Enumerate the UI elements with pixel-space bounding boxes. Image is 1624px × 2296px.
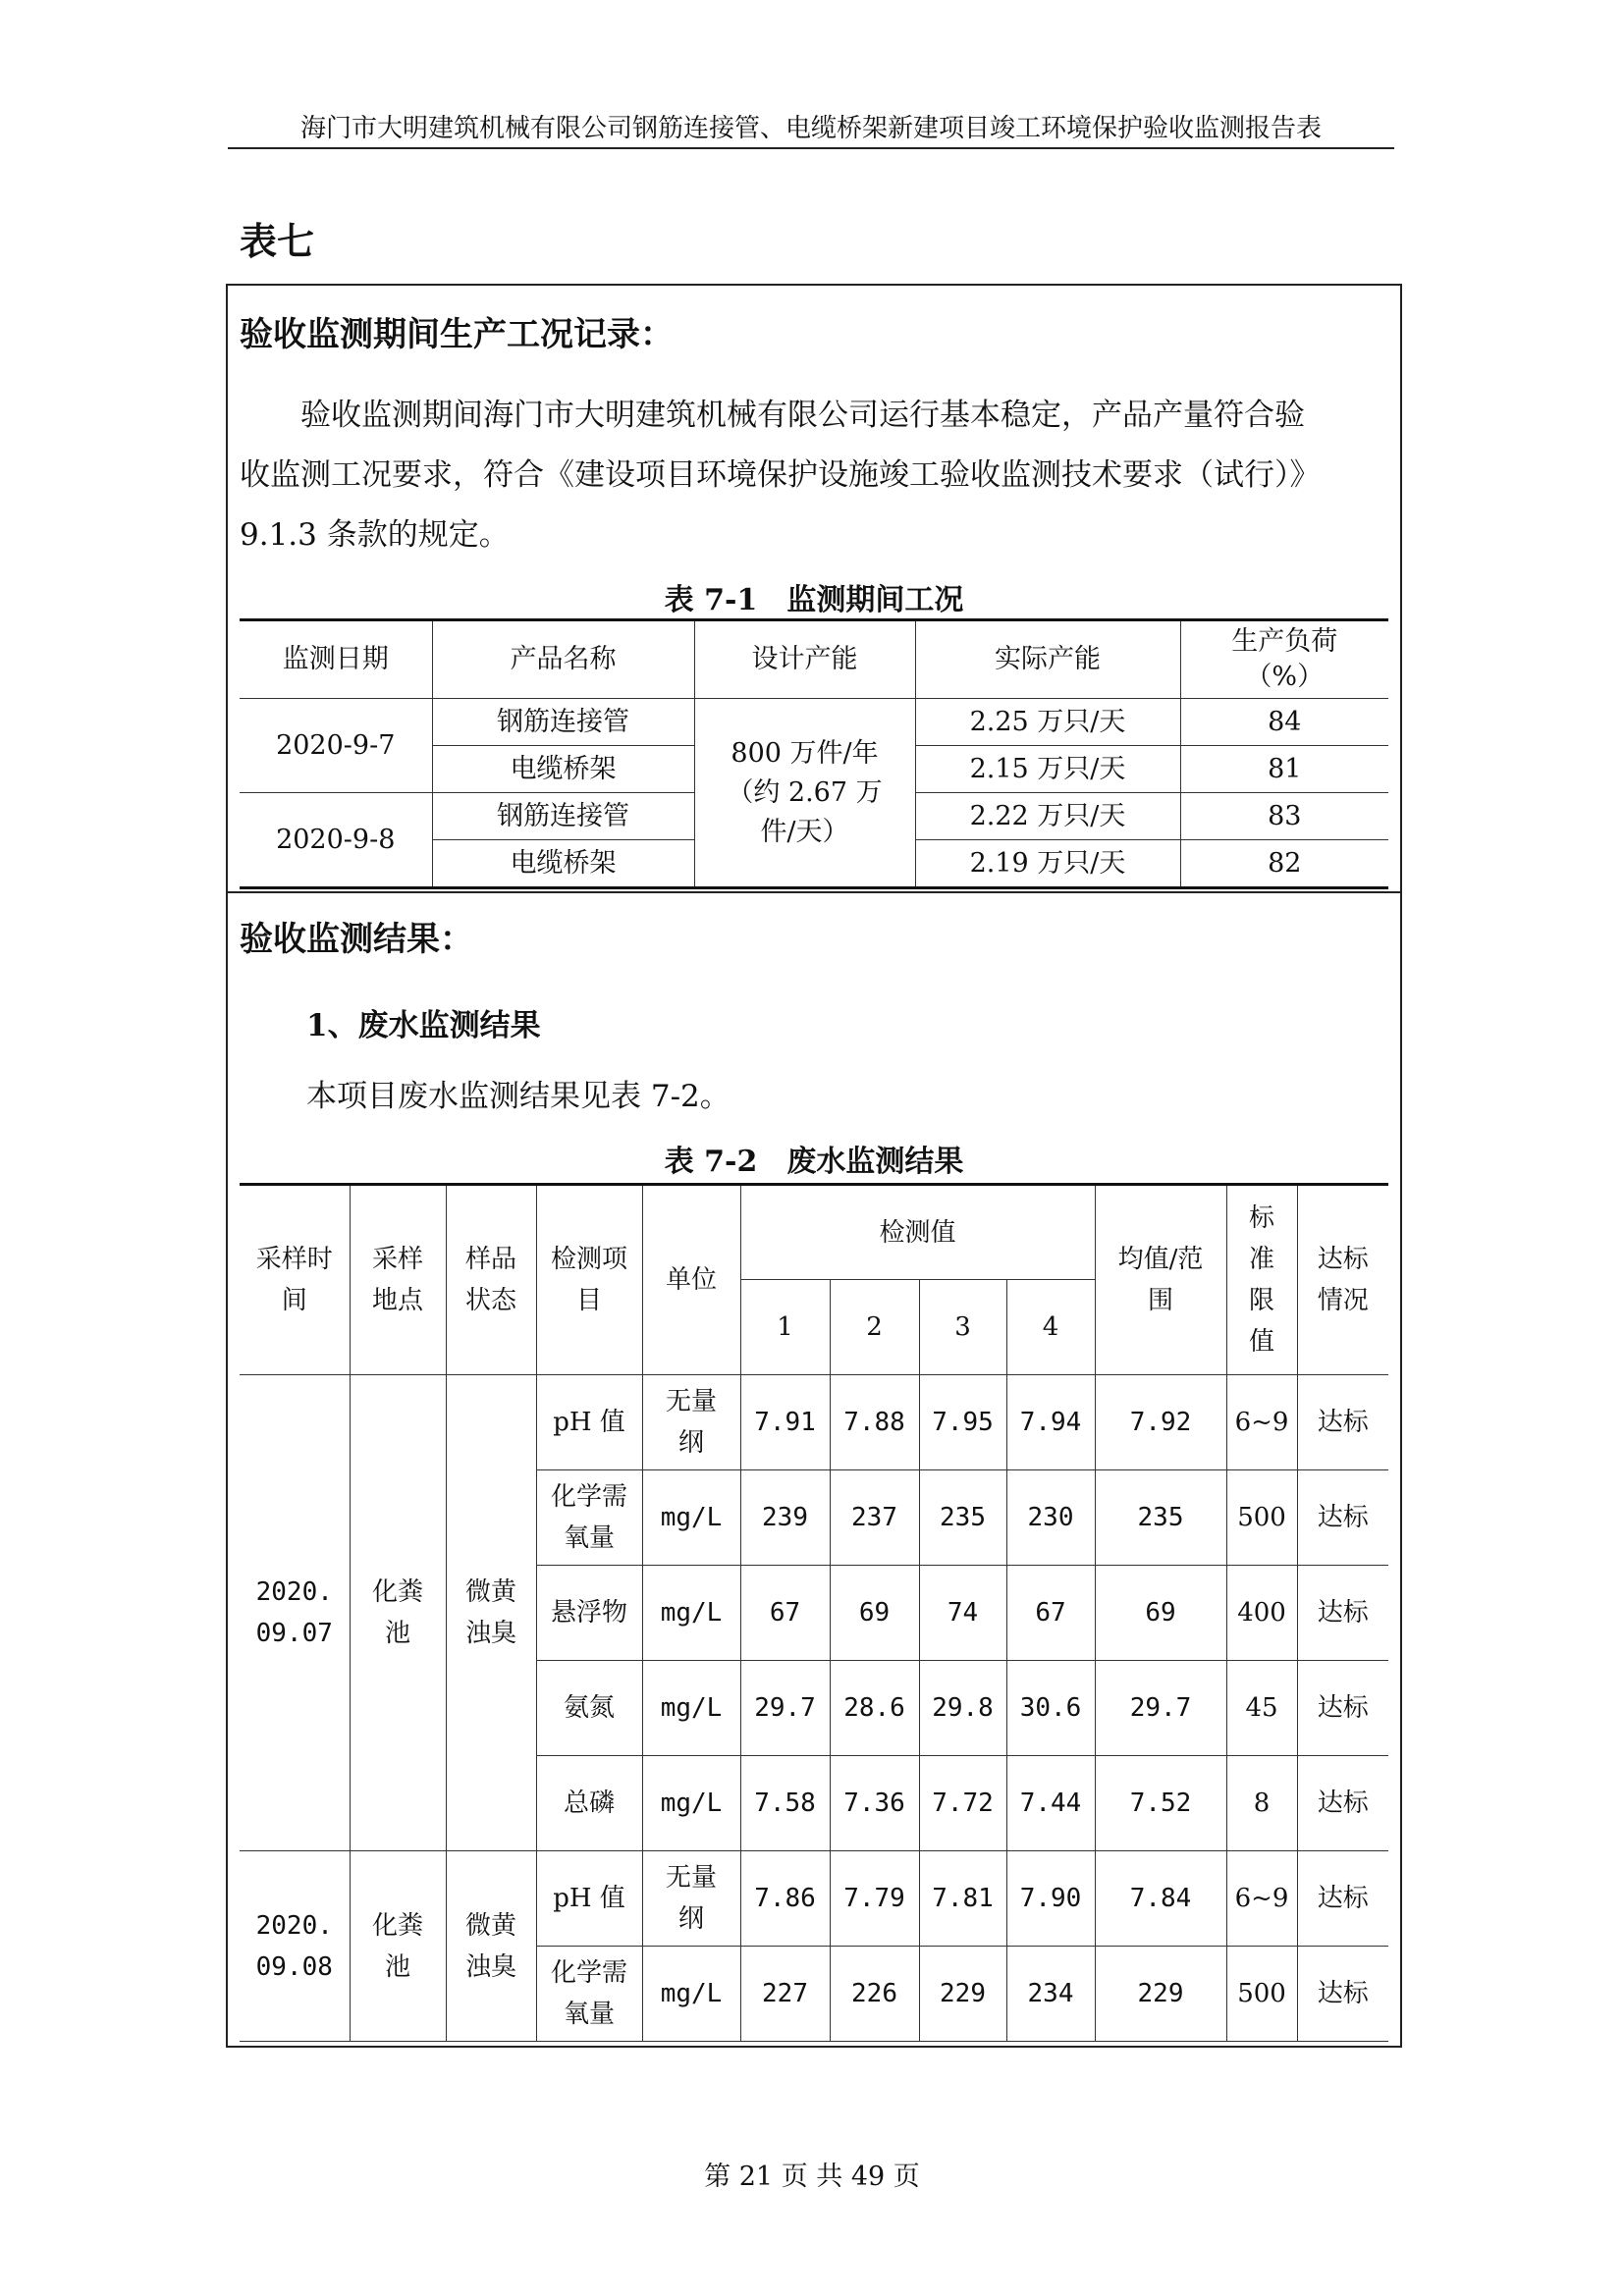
value-cell: 7.94 — [1006, 1375, 1095, 1470]
product-cell: 钢筋连接管 — [432, 699, 694, 746]
item-cell: 化学需氧量 — [536, 1947, 642, 2042]
state-cell: 微黄浊臭 — [446, 1375, 536, 1851]
actual-capacity-cell: 2.25 万只/天 — [915, 699, 1180, 746]
product-cell: 钢筋连接管 — [432, 793, 694, 840]
value-cell: 7.95 — [919, 1375, 1006, 1470]
table-7-2-caption: 表 7-2 废水监测结果 — [664, 1145, 964, 1179]
limit-cell: 400 — [1226, 1566, 1297, 1661]
date-cell: 2020-9-7 — [240, 699, 432, 793]
col-header: 生产负荷（%） — [1180, 620, 1388, 699]
col-header-mean: 均值/范围 — [1095, 1185, 1226, 1375]
value-cell: 226 — [830, 1947, 919, 2042]
value-cell: 7.72 — [919, 1756, 1006, 1851]
col-header-index: 2 — [830, 1280, 919, 1375]
col-header: 实际产能 — [915, 620, 1180, 699]
col-header-state: 样品状态 — [446, 1185, 536, 1375]
col-header: 产品名称 — [432, 620, 694, 699]
table-row — [240, 1851, 1388, 1947]
conditions-paragraph — [240, 386, 1388, 565]
col-header-sample-time: 采样时间 — [240, 1185, 350, 1375]
col-header: 监测日期 — [240, 620, 432, 699]
actual-capacity-cell: 2.19 万只/天 — [915, 840, 1180, 888]
table-7-2-body — [240, 1375, 1388, 2042]
col-header-values: 检测值 — [740, 1185, 1095, 1280]
col-header: 设计产能 — [694, 620, 915, 699]
value-cell: 7.44 — [1006, 1756, 1095, 1851]
mean-cell: 7.52 — [1095, 1756, 1226, 1851]
product-cell: 电缆桥架 — [432, 840, 694, 888]
col-header-item: 检测项目 — [536, 1185, 642, 1375]
col-header-unit: 单位 — [642, 1185, 740, 1375]
paragraph-line: 验收监测期间海门市大明建筑机械有限公司运行基本稳定，产品产量符合验 — [300, 398, 1305, 433]
section-divider — [228, 891, 1400, 893]
mean-cell: 29.7 — [1095, 1661, 1226, 1756]
col-header-index: 4 — [1006, 1280, 1095, 1375]
status-cell: 达标 — [1297, 1947, 1388, 2042]
value-cell: 237 — [830, 1470, 919, 1566]
unit-cell: 无量纲 — [642, 1851, 740, 1947]
value-cell: 28.6 — [830, 1661, 919, 1756]
product-cell: 电缆桥架 — [432, 746, 694, 793]
unit-cell: mg/L — [642, 1756, 740, 1851]
limit-cell: 500 — [1226, 1947, 1297, 2042]
status-cell: 达标 — [1297, 1851, 1388, 1947]
value-cell: 227 — [740, 1947, 830, 2042]
wastewater-subheading: 1、废水监测结果 — [306, 1008, 541, 1043]
value-cell: 7.58 — [740, 1756, 830, 1851]
content-frame — [226, 284, 1402, 2048]
limit-cell: 6~9 — [1226, 1851, 1297, 1947]
mean-cell: 7.92 — [1095, 1375, 1226, 1470]
value-cell: 229 — [919, 1947, 1006, 2042]
value-cell: 239 — [740, 1470, 830, 1566]
report-header: 海门市大明建筑机械有限公司钢筋连接管、电缆桥架新建项目竣工环境保护验收监测报告表 — [228, 110, 1394, 149]
col-header-index: 1 — [740, 1280, 830, 1375]
value-cell: 29.8 — [919, 1661, 1006, 1756]
paragraph-line: 9.1.3 条款的规定。 — [240, 517, 510, 553]
value-cell: 230 — [1006, 1470, 1095, 1566]
paragraph-line: 收监测工况要求，符合《建设项目环境保护设施竣工验收监测技术要求（试行）》 — [240, 457, 1321, 493]
status-cell: 达标 — [1297, 1661, 1388, 1756]
value-cell: 7.79 — [830, 1851, 919, 1947]
limit-cell: 500 — [1226, 1470, 1297, 1566]
value-cell: 67 — [1006, 1566, 1095, 1661]
value-cell: 29.7 — [740, 1661, 830, 1756]
page-footer: 第 21 页 共 49 页 — [704, 2162, 920, 2192]
value-cell: 7.88 — [830, 1375, 919, 1470]
table-7-2 — [240, 1183, 1388, 2042]
item-cell: 化学需氧量 — [536, 1470, 642, 1566]
status-cell: 达标 — [1297, 1566, 1388, 1661]
value-cell: 67 — [740, 1566, 830, 1661]
actual-capacity-cell: 2.22 万只/天 — [915, 793, 1180, 840]
section-title: 表七 — [240, 219, 315, 263]
actual-capacity-cell: 2.15 万只/天 — [915, 746, 1180, 793]
table-row — [240, 1375, 1388, 1470]
value-cell: 7.81 — [919, 1851, 1006, 1947]
mean-cell: 235 — [1095, 1470, 1226, 1566]
item-cell: pH 值 — [536, 1375, 642, 1470]
col-header-limit: 标准限值 — [1226, 1185, 1297, 1375]
value-cell: 74 — [919, 1566, 1006, 1661]
unit-cell: mg/L — [642, 1566, 740, 1661]
value-cell: 69 — [830, 1566, 919, 1661]
mean-cell: 229 — [1095, 1947, 1226, 2042]
location-cell: 化粪池 — [350, 1375, 446, 1851]
load-cell: 83 — [1180, 793, 1388, 840]
load-cell: 81 — [1180, 746, 1388, 793]
design-capacity-cell: 800 万件/年（约 2.67 万件/天） — [694, 699, 915, 888]
mean-cell: 69 — [1095, 1566, 1226, 1661]
value-cell: 7.90 — [1006, 1851, 1095, 1947]
value-cell: 7.86 — [740, 1851, 830, 1947]
status-cell: 达标 — [1297, 1756, 1388, 1851]
table-7-1-caption: 表 7-1 监测期间工况 — [664, 583, 964, 617]
load-cell: 84 — [1180, 699, 1388, 746]
col-header-location: 采样地点 — [350, 1185, 446, 1375]
value-cell: 30.6 — [1006, 1661, 1095, 1756]
location-cell: 化粪池 — [350, 1851, 446, 2042]
unit-cell: mg/L — [642, 1947, 740, 2042]
conditions-heading: 验收监测期间生产工况记录： — [240, 315, 674, 354]
item-cell: 悬浮物 — [536, 1566, 642, 1661]
table-header-row — [240, 620, 1388, 699]
results-heading: 验收监测结果： — [240, 920, 473, 959]
sample-time-cell: 2020.09.07 — [240, 1375, 350, 1851]
value-cell: 7.91 — [740, 1375, 830, 1470]
limit-cell: 8 — [1226, 1756, 1297, 1851]
unit-cell: 无量纲 — [642, 1375, 740, 1470]
results-intro: 本项目废水监测结果见表 7-2。 — [306, 1079, 731, 1114]
value-cell: 234 — [1006, 1947, 1095, 2042]
item-cell: 氨氮 — [536, 1661, 642, 1756]
value-cell: 7.36 — [830, 1756, 919, 1851]
load-cell: 82 — [1180, 840, 1388, 888]
limit-cell: 6~9 — [1226, 1375, 1297, 1470]
sample-time-cell: 2020.09.08 — [240, 1851, 350, 2042]
table-row — [240, 699, 1388, 746]
date-cell: 2020-9-8 — [240, 793, 432, 888]
table-header-row — [240, 1185, 1388, 1280]
status-cell: 达标 — [1297, 1375, 1388, 1470]
unit-cell: mg/L — [642, 1661, 740, 1756]
col-header-index: 3 — [919, 1280, 1006, 1375]
unit-cell: mg/L — [642, 1470, 740, 1566]
state-cell: 微黄浊臭 — [446, 1851, 536, 2042]
table-7-1 — [240, 618, 1388, 889]
item-cell: 总磷 — [536, 1756, 642, 1851]
value-cell: 235 — [919, 1470, 1006, 1566]
item-cell: pH 值 — [536, 1851, 642, 1947]
mean-cell: 7.84 — [1095, 1851, 1226, 1947]
status-cell: 达标 — [1297, 1470, 1388, 1566]
col-header-status: 达标情况 — [1297, 1185, 1388, 1375]
limit-cell: 45 — [1226, 1661, 1297, 1756]
